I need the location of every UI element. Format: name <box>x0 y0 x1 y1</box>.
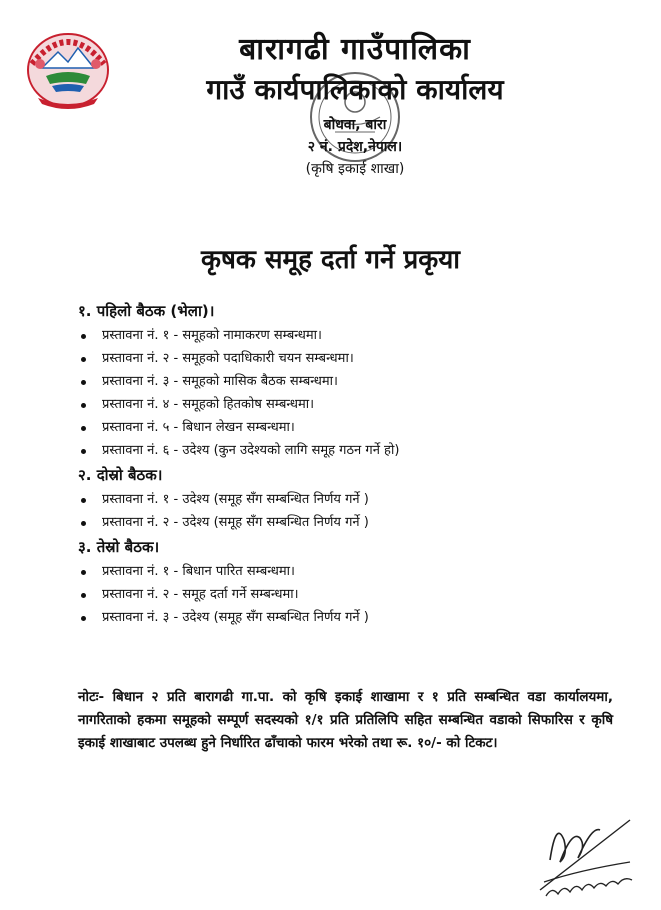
letterhead <box>120 30 590 180</box>
section-heading: ३. तेस्रो बैठक। <box>78 538 160 556</box>
list-item: प्रस्तावना नं. ३ - उदेश्य (समूह सँग सम्बन्धित निर्णय गर्ने ) <box>78 606 618 629</box>
list-item: प्रस्तावना नं. ६ - उदेश्य (कुन उदेश्यको लागि समूह गठन गर्ने हो) <box>78 439 618 462</box>
list-item: प्रस्तावना नं. ४ - समूहको हितकोष सम्बन्धमा। <box>78 393 618 416</box>
list-item: प्रस्तावना नं. ३ - समूहको मासिक बैठक सम्बन्धमा। <box>78 370 618 393</box>
office-unit: (कृषि इकाई शाखा) <box>305 161 405 177</box>
office-name: बारागढी गाउँपालिका <box>239 32 471 67</box>
list-item: प्रस्तावना नं. ५ - बिधान लेखन सम्बन्धमा। <box>78 416 618 439</box>
note-paragraph: नोटः- बिधान २ प्रति बारागढी गा.पा. को कृषि इकाई शाखामा र १ प्रति सम्बन्धित वडा कार्यालयमा, नागरिताको हकमा समूहको सम्पूर्ण सदस्यको १/१ प्रति प्रतिलिपि सहित सम्बन्धित वडाको सिफारिस र कृषि इकाई शाखाबाट उपलब्ध हुने निर्धारित ढाँचाको फारम भरेको तथा रू. १०/- को टिकट। <box>78 689 613 751</box>
office-province: २ नं. प्रदेश,नेपाल। <box>307 139 403 155</box>
office-subtitle: गाउँ कार्यपालिकाको कार्यालय <box>206 73 504 106</box>
list-item: प्रस्तावना नं. १ - उदेश्य (समूह सँग सम्बन्धित निर्णय गर्ने ) <box>78 488 618 511</box>
handwritten-signature <box>520 800 655 900</box>
list-item: प्रस्तावना नं. २ - समूह दर्ता गर्ने सम्बन्धमा। <box>78 583 618 606</box>
section-third-meeting <box>78 536 618 629</box>
section-second-meeting <box>78 464 618 534</box>
nepal-emblem-logo <box>18 24 118 112</box>
document-title: कृषक समूह दर्ता गर्ने प्रकृया <box>200 245 461 275</box>
list-item: प्रस्तावना नं. २ - समूहको पदाधिकारी चयन सम्बन्धमा। <box>78 347 618 370</box>
section-heading: २. दोस्रो बैठक। <box>78 466 163 484</box>
list-item: प्रस्तावना नं. १ - समूहको नामाकरण सम्बन्धमा। <box>78 324 618 347</box>
list-item: प्रस्तावना नं. १ - बिधान पारित सम्बन्धमा। <box>78 560 618 583</box>
section-first-meeting <box>78 300 618 462</box>
procedure-content <box>78 298 618 629</box>
list-item: प्रस्तावना नं. २ - उदेश्य (समूह सँग सम्बन्धित निर्णय गर्ने ) <box>78 511 618 534</box>
section-heading: १. पहिलो बैठक (भेला)। <box>78 302 215 320</box>
office-location: बोधवा, बारा <box>323 117 387 133</box>
